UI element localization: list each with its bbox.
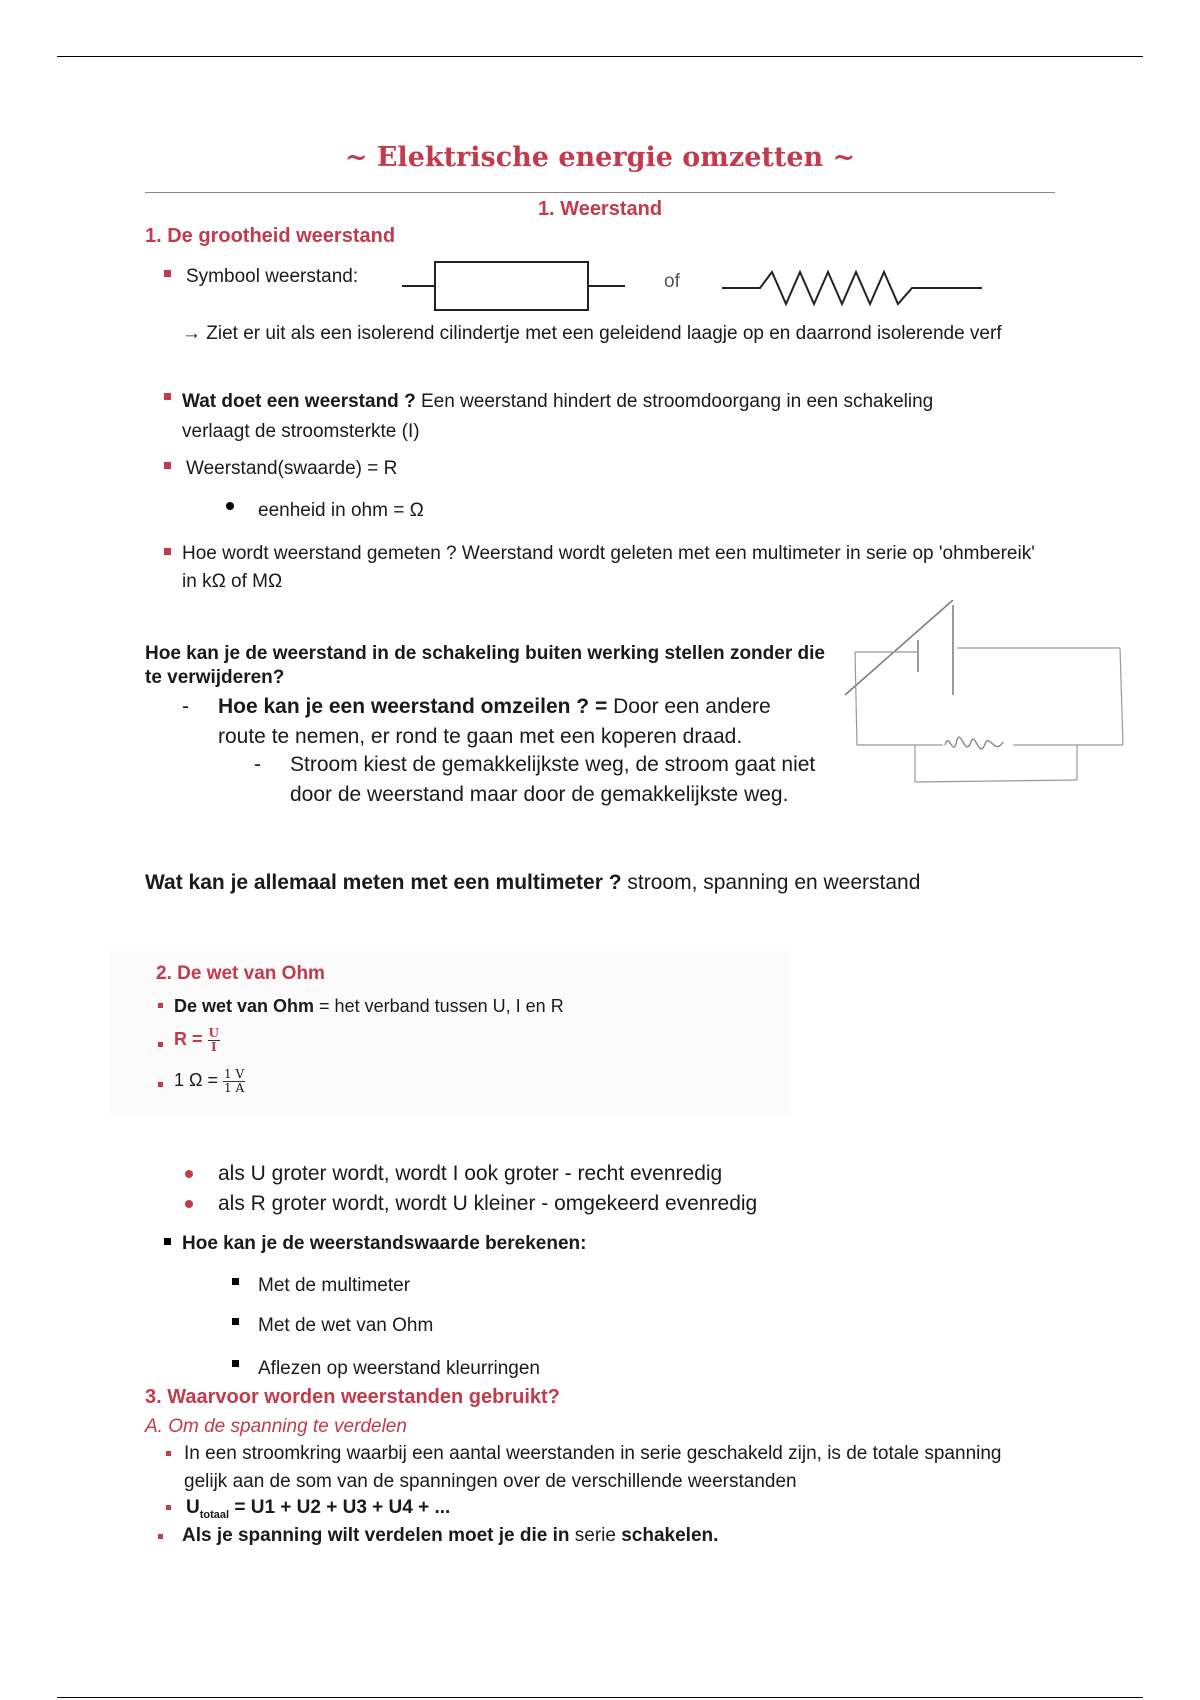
bullet-square <box>166 1505 171 1510</box>
formula-lhs: R = <box>174 1029 203 1049</box>
quantity-line: Weerstand(swaarde) = R <box>186 458 398 479</box>
symbol-label: Symbool weerstand: <box>186 266 359 287</box>
bullet-square <box>158 1003 163 1008</box>
top-rule <box>57 56 1143 57</box>
bypass-question: Hoe kan je de weerstand in de schakeling buiten werking stellen zonder die te verwijderen? <box>145 643 825 688</box>
bullet-dot-red <box>185 1170 193 1178</box>
unit-num: 1 V <box>224 1066 245 1081</box>
rule-proportional: als U groter wordt, wordt I ook groter - recht evenredig <box>218 1162 723 1185</box>
bypass-circuit-sketch <box>845 600 1135 840</box>
bypass-sub: Hoe kan je een weerstand omzeilen ? = Door een andere route te nemen, er rond te gaan met een koperen draad. <box>218 695 771 748</box>
bullet-square <box>232 1360 239 1367</box>
bullet-square <box>232 1278 239 1285</box>
bypass-detail: Stroom kiest de gemakkelijkste weg, de stroom gaat niet door de weerstand maar door de gemakkelijkste weg. <box>290 753 816 806</box>
formula-u: U <box>186 1497 200 1518</box>
section1-heading: 1. Weerstand <box>537 198 663 220</box>
series-text: In een stroomkring waarbij een aantal weerstanden in serie geschakeld zijn, is de totale spanning gelijk aan de som van de spanningen over de verschillende weerstanden <box>184 1443 1002 1492</box>
bullet-square <box>158 1042 163 1047</box>
section2-heading: 2. De wet van Ohm <box>156 963 325 984</box>
unit-lhs: 1 Ω = <box>174 1070 218 1090</box>
divide-voltage: Als je spanning wilt verdelen moet je die in serie schakelen. <box>182 1525 719 1546</box>
multimeter-line: Wat kan je allemaal meten met een multimeter ? stroom, spanning en weerstand <box>145 871 921 894</box>
dash-marker: - <box>182 695 189 718</box>
bullet-square <box>158 1534 163 1539</box>
formula-rest: = U1 + U2 + U3 + U4 + ... <box>234 1497 451 1518</box>
bottom-rule <box>57 1697 1143 1698</box>
section3-subheading: A. Om de spanning te verdelen <box>145 1416 407 1437</box>
bullet-dot-red <box>185 1200 193 1208</box>
bullet-dot <box>226 502 234 510</box>
unit-fraction <box>223 1068 245 1095</box>
bullet-square <box>164 393 171 400</box>
bullet-square <box>158 1082 163 1087</box>
ohm-definition: De wet van Ohm = het verband tussen U, I en R <box>174 996 564 1016</box>
calc-item: Met de wet van Ohm <box>258 1315 434 1336</box>
unit-den: 1 A <box>224 1080 245 1095</box>
rule-inverse: als R groter wordt, wordt U kleiner - omgekeerd evenredig <box>218 1192 758 1215</box>
dash-marker: - <box>254 753 261 776</box>
bullet-square <box>164 548 171 555</box>
title-underline <box>145 192 1055 193</box>
ohm-formula <box>174 1026 220 1054</box>
calc-question: Hoe kan je de weerstandswaarde berekenen: <box>182 1233 587 1254</box>
bullet-square <box>164 462 171 469</box>
bullet-square <box>164 270 171 277</box>
symbol-note: → Ziet er uit als een isolerend cilindertje met een geleidend laagje op en daarrond isolerende verf <box>182 323 1002 344</box>
bullet-square <box>164 1238 171 1245</box>
formula-sub: totaal <box>199 1508 230 1521</box>
ohm-unit-formula <box>174 1067 245 1095</box>
section1-subheading: 1. De grootheid weerstand <box>145 225 396 247</box>
resistor-box-symbol <box>400 258 630 314</box>
measure-line: Hoe wordt weerstand gemeten ? Weerstand wordt geleten met een multimeter in serie op 'ohmbereik' in kΩ of MΩ <box>182 543 1035 592</box>
symbol-or: of <box>664 271 680 292</box>
formula-num: U <box>208 1025 219 1040</box>
calc-item: Met de multimeter <box>258 1275 411 1296</box>
bullet-square <box>166 1451 171 1456</box>
formula-den: I <box>210 1039 217 1054</box>
unit-line: eenheid in ohm = Ω <box>258 500 424 521</box>
what-does-resistor: Wat doet een weerstand ? Een weerstand hindert de stroomdoorgang in een schakeling verlaagt de stroomsterkte (I) <box>182 391 934 442</box>
formula-fraction <box>208 1027 220 1054</box>
section3-heading: 3. Waarvoor worden weerstanden gebruikt? <box>145 1386 560 1408</box>
resistor-zigzag-symbol <box>720 262 985 312</box>
page-title: ~ Elektrische energie omzetten ~ <box>344 142 856 173</box>
calc-item: Aflezen op weerstand kleurringen <box>258 1358 541 1379</box>
bullet-square <box>232 1318 239 1325</box>
